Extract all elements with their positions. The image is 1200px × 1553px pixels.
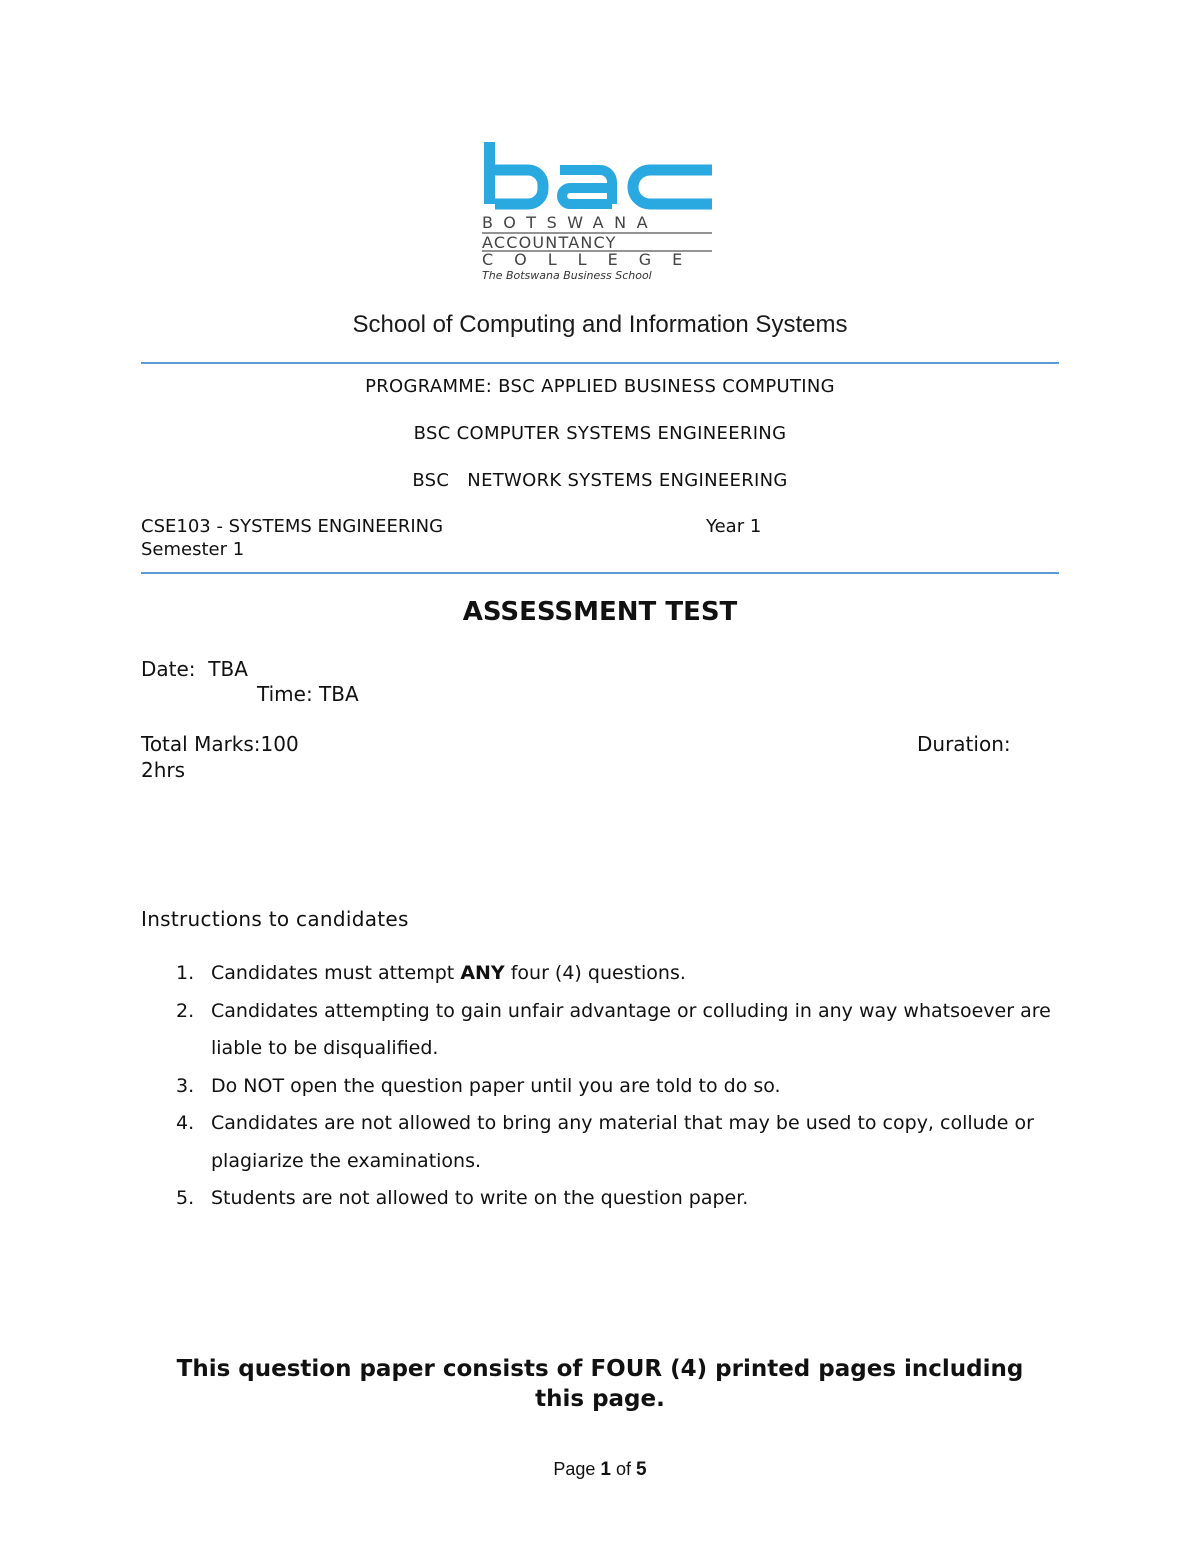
header-divider-top <box>141 362 1059 364</box>
page-number-of: of <box>616 1459 632 1479</box>
bac-logo-graphic <box>480 140 716 282</box>
header-divider-bottom <box>141 572 1059 574</box>
college-logo <box>480 140 716 282</box>
list-item <box>0 993 1051 1068</box>
page-count-note: This question paper consists of FOUR (4) printed pages including this page. <box>176 1356 1024 1412</box>
list-item-text: Candidates must attempt <box>211 962 461 984</box>
page-number-current: 1 <box>600 1459 611 1480</box>
logo-line-3: COLLEGE <box>482 250 704 269</box>
list-item-emphasis: ANY <box>460 962 505 984</box>
test-date: Date: TBA <box>141 657 248 681</box>
page-number-prefix: Page <box>553 1459 596 1479</box>
test-title: ASSESSMENT TEST <box>462 597 738 627</box>
course-code: CSE103 - SYSTEMS ENGINEERING <box>141 516 444 537</box>
duration-value: 2hrs <box>141 758 186 782</box>
list-item-number: 2. <box>176 999 195 1022</box>
list-item-text: Candidates are not allowed to bring any material that may be used to copy, collude or plagiarize the examinations. <box>211 1112 1034 1172</box>
programme-line-1: PROGRAMME: BSC APPLIED BUSINESS COMPUTING <box>365 376 835 397</box>
list-item <box>0 1068 1051 1106</box>
page-number-total: 5 <box>636 1459 647 1480</box>
total-marks: Total Marks:100 <box>141 732 299 756</box>
duration-label: Duration: <box>917 732 1011 756</box>
school-name: School of Computing and Information Systems <box>352 311 848 338</box>
programme-line-2: BSC COMPUTER SYSTEMS ENGINEERING <box>413 423 787 444</box>
list-item-number: 4. <box>176 1112 195 1134</box>
page-number <box>0 1459 1200 1481</box>
test-time: Time: TBA <box>257 682 359 706</box>
list-item-text: Students are not allowed to write on the question paper. <box>211 1187 749 1209</box>
list-item-text: Do NOT open the question paper until you are told to do so. <box>211 1074 781 1097</box>
logo-line-2: ACCOUNTANCY <box>482 233 617 252</box>
logo-line-1: BOTSWANA <box>482 213 659 232</box>
list-item <box>0 1105 1051 1180</box>
instructions-heading: Instructions to candidates <box>141 907 409 931</box>
list-item-number: 3. <box>176 1074 195 1097</box>
list-item-number: 1. <box>176 962 195 984</box>
list-item <box>0 1180 1051 1218</box>
list-item-text: Candidates attempting to gain unfair advantage or colluding in any way whatsoever are liable to be disqualified. <box>211 999 1051 1059</box>
course-semester: Semester 1 <box>141 539 245 560</box>
programme-line-3: BSC NETWORK SYSTEMS ENGINEERING <box>412 470 788 491</box>
list-item <box>0 955 1051 993</box>
course-year: Year 1 <box>706 516 762 537</box>
logo-tagline: The Botswana Business School <box>482 269 652 282</box>
list-item-number: 5. <box>176 1187 195 1209</box>
instructions-list <box>0 955 1200 1218</box>
list-item-text: four (4) questions. <box>504 962 686 984</box>
